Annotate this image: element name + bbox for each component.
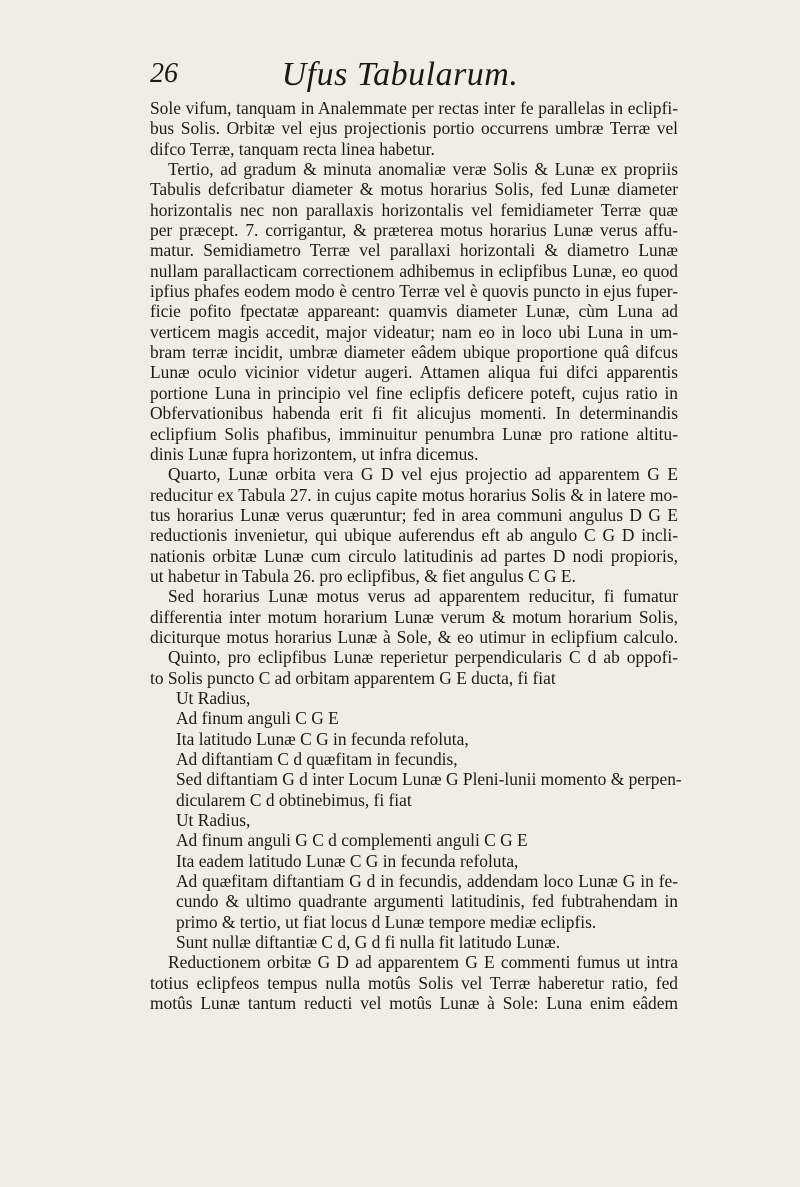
text-line: ipfius phafes eodem modo è centro Terræ vel è quovis puncto in ejus fuper-	[150, 281, 678, 302]
text-line: Ut Radius,	[176, 810, 251, 831]
text-line: Reductionem orbitæ G D ad apparentem G E commenti fumus ut intra	[168, 952, 678, 973]
text-line: Sunt nullæ diftantiæ C d, G d fi nulla fit latitudo Lunæ.	[176, 932, 561, 953]
text-line: Quinto, pro eclipfibus Lunæ reperietur perpendicularis C d ab oppofi-	[168, 647, 678, 668]
text-line: portione Luna in principio vel fine eclipfis deficere poteft, cujus ratio in	[150, 382, 678, 403]
text-line: Tertio, ad gradum & minuta anomaliæ veræ Solis & Lunæ ex propriis	[168, 159, 678, 180]
text-line: dicularem C d obtinebimus, fi fiat	[176, 789, 412, 810]
text-line: primo & tertio, ut fiat locus d Lunæ tempore mediæ eclipfis.	[176, 911, 597, 932]
text-line: matur. Semidiametro Terræ vel parallaxi horizontali & diametro Lunæ	[150, 240, 678, 261]
text-line: Ita eadem latitudo Lunæ C G in fecunda refoluta,	[176, 850, 519, 871]
text-line: tus horarius Lunæ verus quæruntur; fed in area communi angulus D G E	[150, 504, 678, 525]
text-line: per præcept. 7. corrigantur, & præterea motus horarius Lunæ verus affu-	[150, 220, 678, 241]
text-line: Tabulis defcribatur diameter & motus horarius Solis, fed Lunæ diameter	[150, 179, 678, 200]
text-line: motûs Lunæ tantum reducti vel motûs Lunæ à Sole: Luna enim eâdem	[150, 993, 678, 1014]
text-body	[150, 98, 682, 1014]
text-line: Sole vifum, tanquam in Analemmate per rectas inter fe parallelas in eclipfi-	[150, 98, 678, 118]
text-line: ficie pofito fpectatæ appareant: quamvis diameter Lunæ, cùm Luna ad	[150, 301, 678, 322]
text-line: reducitur ex Tabula 27. in cujus capite motus horarius Solis & in latere mo-	[150, 484, 678, 505]
text-line: Ut Radius,	[176, 687, 251, 708]
text-line: Ad diftantiam C d quæfitam in fecundis,	[176, 749, 458, 769]
text-line: Ad quæfitam diftantiam G d in fecundis, addendam loco Lunæ G in fe-	[176, 871, 678, 892]
text-line: Ad finum anguli C G E	[176, 708, 339, 729]
text-line: difco Terræ, tanquam recta linea habetur.	[150, 138, 435, 159]
text-line: totius eclipfeos tempus nulla motûs Solis vel Terræ haberetur ratio, fed	[150, 972, 678, 993]
text-line: Lunæ oculo vicinior videtur augeri. Attamen aliqua fui difci apparentis	[150, 362, 678, 383]
text-line: reductionis invenietur, qui ubique auferendus eft ab angulo C G D incli-	[150, 525, 678, 546]
page-number: 26	[150, 58, 178, 89]
text-line: Sed diftantiam G d inter Locum Lunæ G Pleni-lunii momento & perpen-	[176, 769, 682, 790]
text-line: cundo & ultimo quadrante argumenti latitudinis, fed fubtrahendam in	[176, 891, 678, 912]
text-line: nationis orbitæ Lunæ cum circulo latitudinis ad partes D nodi propioris,	[150, 545, 678, 566]
text-line: bus Solis. Orbitæ vel ejus projectionis portio occurrens umbræ Terræ vel	[150, 118, 678, 139]
text-line: differentia inter motum horarium Lunæ verum & motum horarium Solis,	[150, 606, 678, 627]
text-line: horizontalis nec non parallaxis horizontalis vel femidiameter Terræ quæ	[150, 199, 678, 220]
text-line: Ad finum anguli G C d complementi anguli C G E	[176, 830, 528, 851]
text-line: Ita latitudo Lunæ C G in fecunda refoluta,	[176, 728, 469, 749]
text-line: diciturque motus horarius Lunæ à Sole, & eo utimur in eclipfium calculo.	[150, 626, 678, 647]
running-title: Ufus Tabularum.	[281, 56, 519, 93]
text-line: bram terræ incidit, umbræ diameter eâdem ubique proportione quâ difcus	[150, 342, 678, 363]
text-line: eclipfium Solis phafibus, imminuitur penumbra Lunæ pro ratione altitu-	[150, 423, 678, 444]
text-line: ut habetur in Tabula 26. pro eclipfibus, & fiet angulus C G E.	[150, 565, 576, 586]
text-line: to Solis puncto C ad orbitam apparentem G E ducta, fi fiat	[150, 667, 556, 688]
text-line: Obfervationibus habenda erit fi fit alicujus momenti. In determinandis	[150, 403, 678, 424]
text-line: Quarto, Lunæ orbita vera G D vel ejus projectio ad apparentem G E	[168, 464, 678, 485]
text-line: verticem magis accedit, major videatur; nam eo in loco ubi Luna in um-	[150, 321, 678, 342]
text-line: nullam parallacticam correctionem adhibemus in eclipfibus Lunæ, eo quod	[150, 260, 678, 281]
text-line: Sed horarius Lunæ motus verus ad apparentem reducitur, fi fumatur	[168, 586, 678, 607]
text-line: dinis Lunæ fupra horizontem, ut infra dicemus.	[150, 443, 479, 464]
